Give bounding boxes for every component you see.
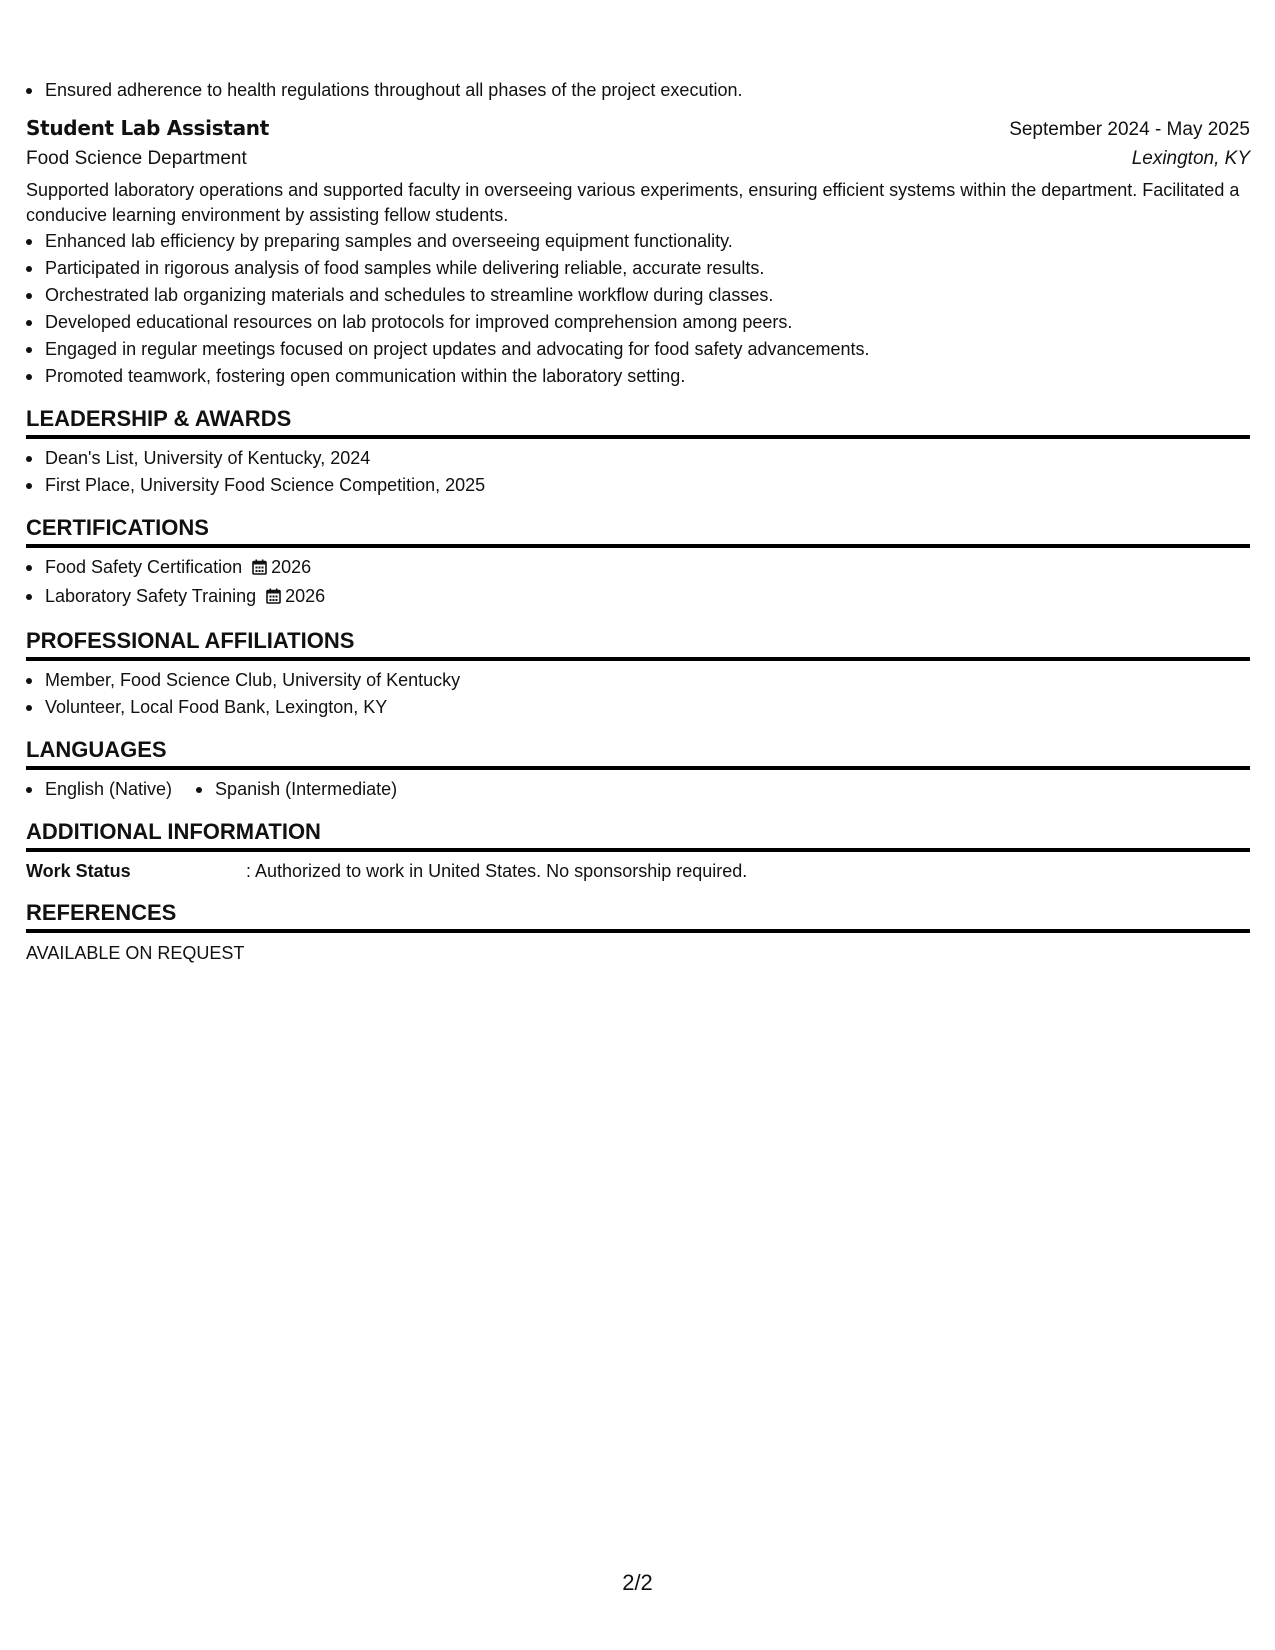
section-title: REFERENCES xyxy=(26,900,1250,933)
list-item: Member, Food Science Club, University of Kentucky xyxy=(26,667,1250,694)
job-description: Supported laboratory operations and supported faculty in overseeing various experiments, ensuring efficient systems within the department. Facilitated a conducive learning environment by assisting fellow students. xyxy=(26,180,1240,225)
list-item: Developed educational resources on lab protocols for improved comprehension among peers. xyxy=(26,309,1250,336)
job-location: Lexington, KY xyxy=(1131,148,1250,169)
calendar-icon xyxy=(252,556,267,583)
section-title: LEADERSHIP & AWARDS xyxy=(26,406,1250,439)
list-item: Dean's List, University of Kentucky, 2024 xyxy=(26,445,1250,472)
certification-year: 2026 xyxy=(285,586,326,606)
references-text: AVAILABLE ON REQUEST xyxy=(26,943,245,963)
job-dates: September 2024 - May 2025 xyxy=(1009,119,1250,140)
section-affiliations xyxy=(26,628,1250,721)
section-certifications xyxy=(26,515,1250,612)
page-number: 2/2 xyxy=(622,1570,653,1595)
job-bullets xyxy=(26,228,1250,390)
resume-page xyxy=(26,0,1250,966)
list-item: Promoted teamwork, fostering open communication within the laboratory setting. xyxy=(26,363,1250,390)
section-title: PROFESSIONAL AFFILIATIONS xyxy=(26,628,1250,661)
list-item: Enhanced lab efficiency by preparing samples and overseeing equipment functionality. xyxy=(26,228,1250,255)
certification-name: Laboratory Safety Training xyxy=(45,586,257,606)
certification-name: Food Safety Certification xyxy=(45,557,243,577)
info-value: : Authorized to work in United States. No sponsorship required. xyxy=(246,861,748,881)
calendar-icon xyxy=(266,585,281,612)
section-title: ADDITIONAL INFORMATION xyxy=(26,819,1250,852)
list-item: Engaged in regular meetings focused on project updates and advocating for food safety advancements. xyxy=(26,336,1250,363)
job-organization: Food Science Department xyxy=(26,148,247,169)
certifications-list xyxy=(26,554,1250,612)
list-item: Volunteer, Local Food Bank, Lexington, KY xyxy=(26,694,1250,721)
previous-job-bullets xyxy=(26,77,1250,104)
info-label: Work Status xyxy=(26,861,131,881)
job-title: Student Lab Assistant xyxy=(26,116,269,140)
list-item: First Place, University Food Science Competition, 2025 xyxy=(26,472,1250,499)
list-item: Ensured adherence to health regulations throughout all phases of the project execution. xyxy=(26,77,1250,104)
info-row xyxy=(26,859,1250,884)
job-entry xyxy=(26,116,1250,390)
section-references xyxy=(26,900,1250,966)
list-item xyxy=(26,583,1250,612)
section-title: CERTIFICATIONS xyxy=(26,515,1250,548)
list-item: English (Native) xyxy=(26,776,172,803)
languages-list xyxy=(26,776,1250,803)
leadership-list xyxy=(26,445,1250,499)
list-item: Orchestrated lab organizing materials and schedules to streamline workflow during classes. xyxy=(26,282,1250,309)
section-languages xyxy=(26,737,1250,803)
affiliations-list xyxy=(26,667,1250,721)
list-item: Spanish (Intermediate) xyxy=(196,776,397,803)
section-additional-information xyxy=(26,819,1250,884)
section-leadership xyxy=(26,406,1250,499)
section-title: LANGUAGES xyxy=(26,737,1250,770)
certification-year: 2026 xyxy=(271,557,312,577)
list-item: Participated in rigorous analysis of food samples while delivering reliable, accurate results. xyxy=(26,255,1250,282)
list-item xyxy=(26,554,1250,583)
